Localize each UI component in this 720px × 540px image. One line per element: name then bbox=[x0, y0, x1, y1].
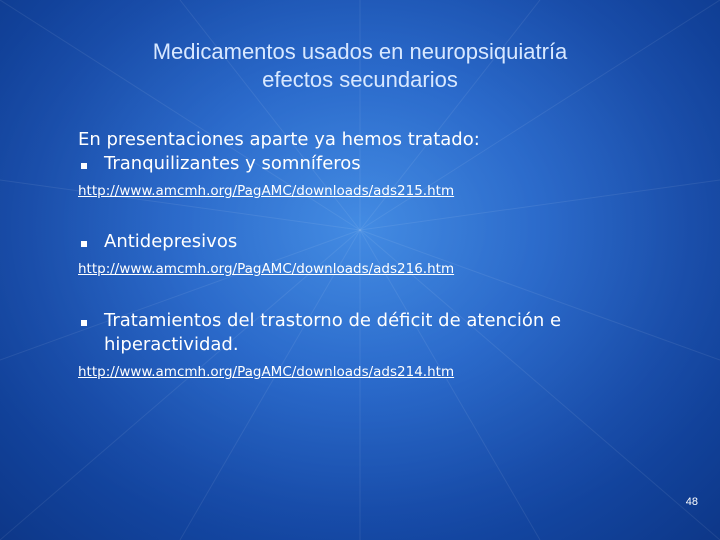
title-line-1: Medicamentos usados en neuropsiquiatría bbox=[152, 39, 568, 64]
page-number: 48 bbox=[685, 496, 698, 508]
bullet-label: Tranquilizantes y somníferos bbox=[104, 153, 361, 174]
square-bullet-icon bbox=[81, 241, 87, 247]
square-bullet-icon bbox=[81, 163, 87, 169]
slide-content bbox=[78, 128, 678, 381]
link-ads215[interactable]: http://www.amcmh.org/PagAMC/downloads/ads215.htm bbox=[78, 183, 455, 199]
square-bullet-icon bbox=[81, 320, 87, 326]
intro-text: En presentaciones aparte ya hemos tratado: bbox=[78, 129, 480, 150]
bullet-item-antidepresivos bbox=[78, 230, 678, 254]
slide-title bbox=[60, 38, 660, 94]
link-ads214[interactable]: http://www.amcmh.org/PagAMC/downloads/ads214.htm bbox=[78, 364, 455, 380]
bullet-label: Tratamientos del trastorno de déficit de atención e hiperactividad. bbox=[104, 310, 562, 355]
title-line-2: efectos secundarios bbox=[262, 67, 458, 92]
bullet-label: Antidepresivos bbox=[104, 231, 238, 252]
bullet-item-tranquilizantes bbox=[78, 152, 678, 176]
bullet-item-tdah bbox=[78, 309, 678, 357]
link-ads216[interactable]: http://www.amcmh.org/PagAMC/downloads/ads216.htm bbox=[78, 261, 455, 277]
